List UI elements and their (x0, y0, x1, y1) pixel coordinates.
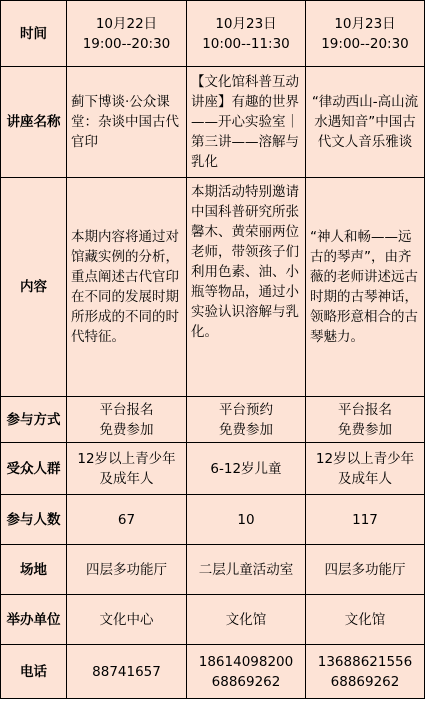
row-header-phone: 电话 (1, 645, 67, 699)
row-lecture-name (1, 67, 425, 178)
row-attendance (1, 495, 425, 545)
row-participation (1, 397, 425, 443)
venue-cell-3: 四层多功能厅 (306, 545, 425, 595)
row-venue (1, 545, 425, 595)
time-cell-2: 10月23日 10:00--11:30 (187, 1, 306, 67)
participation-cell-3: 平台报名 免费参加 (306, 397, 425, 443)
audience-cell-2: 6-12岁儿童 (187, 443, 306, 495)
participation-cell-1: 平台报名 免费参加 (67, 397, 187, 443)
lecture-name-cell-2: 【文化馆科普互动讲座】有趣的世界——开心实验室｜第三讲——溶解与乳化 (187, 67, 306, 178)
row-time (1, 1, 425, 67)
organizer-cell-3: 文化馆 (306, 595, 425, 645)
row-content (1, 178, 425, 397)
organizer-cell-1: 文化中心 (67, 595, 187, 645)
row-header-lecture-name: 讲座名称 (1, 67, 67, 178)
content-cell-2: 本期活动特别邀请中国科普研究所张馨木、黄荣丽两位老师，带领孩子们利用色素、油、小瓶等物品，通过小实验认识溶解与乳化。 (187, 178, 306, 397)
row-audience (1, 443, 425, 495)
venue-cell-2: 二层儿童活动室 (187, 545, 306, 595)
lecture-name-cell-3: “律动西山-高山流水遇知音”中国古代文人音乐雅谈 (306, 67, 425, 178)
audience-cell-3: 12岁以上青少年及成年人 (306, 443, 425, 495)
row-organizer (1, 595, 425, 645)
audience-cell-1: 12岁以上青少年及成年人 (67, 443, 187, 495)
row-phone (1, 645, 425, 699)
row-header-attendance: 参与人数 (1, 495, 67, 545)
phone-cell-3: 13688621556 68869262 (306, 645, 425, 699)
organizer-cell-2: 文化馆 (187, 595, 306, 645)
lecture-name-cell-1: 蓟下博谈·公众课堂：杂谈中国古代官印 (67, 67, 187, 178)
phone-cell-2: 18614098200 68869262 (187, 645, 306, 699)
row-header-content: 内容 (1, 178, 67, 397)
row-header-organizer: 举办单位 (1, 595, 67, 645)
venue-cell-1: 四层多功能厅 (67, 545, 187, 595)
time-cell-3: 10月23日 19:00--20:30 (306, 1, 425, 67)
attendance-cell-1: 67 (67, 495, 187, 545)
attendance-cell-3: 117 (306, 495, 425, 545)
attendance-cell-2: 10 (187, 495, 306, 545)
participation-cell-2: 平台预约 免费参加 (187, 397, 306, 443)
row-header-audience: 受众人群 (1, 443, 67, 495)
time-cell-1: 10月22日 19:00--20:30 (67, 1, 187, 67)
row-header-venue: 场地 (1, 545, 67, 595)
content-cell-1: 本期内容将通过对馆藏实例的分析，重点阐述古代官印在不同的发展时期所形成的不同的时代特征。 (67, 178, 187, 397)
row-header-time: 时间 (1, 1, 67, 67)
phone-cell-1: 88741657 (67, 645, 187, 699)
row-header-participation: 参与方式 (1, 397, 67, 443)
content-cell-3: “神人和畅——远古的琴声”，由齐薇的老师讲述远古时期的古琴神话，领略形意相合的古琴魅力。 (306, 178, 425, 397)
